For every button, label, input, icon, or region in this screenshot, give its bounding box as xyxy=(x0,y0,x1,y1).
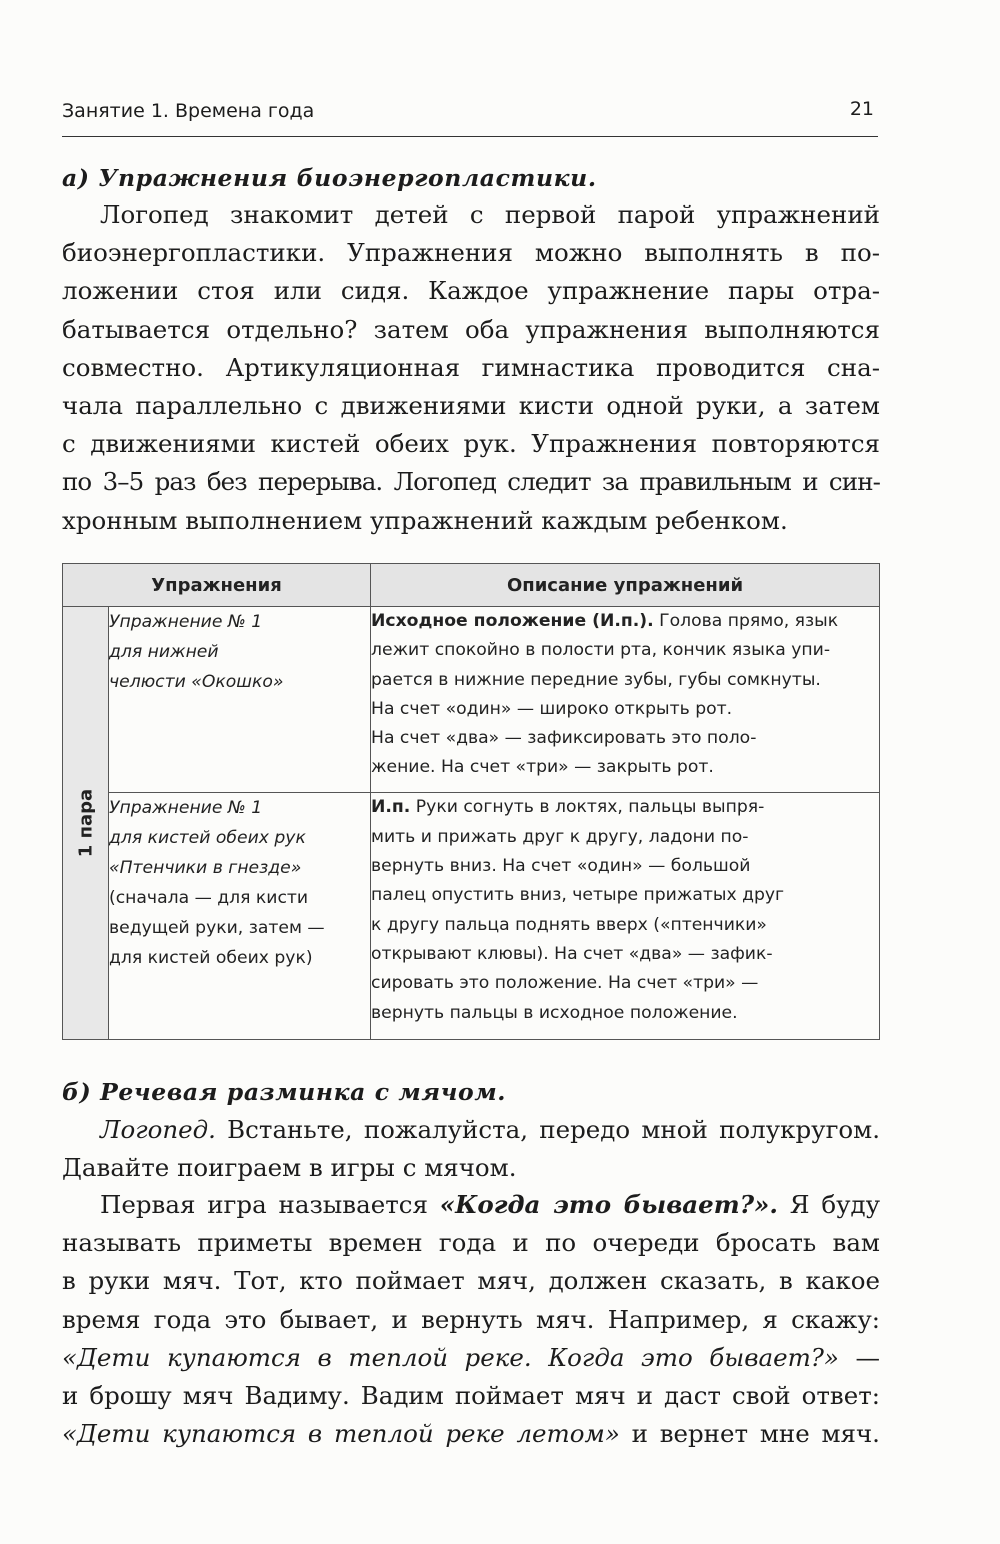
paragraph-line: время года это бывает, и вернуть мяч. Например, я скажу: xyxy=(62,1304,880,1334)
paragraph-text: — xyxy=(838,1342,880,1372)
exercise-note-line: ведущей руки, затем — xyxy=(109,918,325,939)
game-title: «Когда это бывает?». xyxy=(439,1190,778,1219)
exercise-name-cell xyxy=(109,793,371,1040)
description-line: к другу пальца поднять вверх («птенчики» xyxy=(371,914,767,935)
description-line: мить и прижать друг к другу, ладони по- xyxy=(371,826,749,847)
paragraph-text: Встаньте, пожалуйста, передо мной полукругом. xyxy=(215,1115,880,1144)
paragraph-line: хронным выполнением упражнений каждым ребенком. xyxy=(62,505,788,535)
section-b-paragraph-1 xyxy=(62,1111,880,1187)
exercise-description-cell xyxy=(371,793,880,1040)
section-b-title: б) Речевая разминка с мячом. xyxy=(62,1078,507,1106)
description-line: сировать это положение. На счет «три» — xyxy=(371,973,759,994)
description-line: жение. На счет «три» — закрыть рот. xyxy=(371,757,714,778)
exercise-line: Упражнение № 1 xyxy=(109,612,263,632)
paragraph-text: Я буду xyxy=(777,1190,881,1219)
table-row xyxy=(63,607,880,793)
page-header xyxy=(62,98,878,137)
paragraph-line: Логопед знакомит детей с первой парой упражнений xyxy=(100,200,880,229)
exercise-note-line: для кистей обеих рук) xyxy=(109,948,313,969)
paragraph-line: ложении стоя или сидя. Каждое упражнение пары отра- xyxy=(62,276,880,306)
description-line: открывают клювы). На счет «два» — зафик- xyxy=(371,943,773,964)
section-a-paragraph xyxy=(62,196,880,540)
group-label-cell xyxy=(63,607,109,1040)
description-line: Голова прямо, язык xyxy=(653,611,839,631)
exercise-note-line: (сначала — для кисти xyxy=(109,888,309,909)
description-line: Руки согнуть в локтях, пальцы выпря- xyxy=(410,797,765,818)
description-line: вернуть вниз. На счет «один» — большой xyxy=(371,856,751,877)
exercise-name-cell xyxy=(109,607,371,793)
table-row xyxy=(63,793,880,1040)
paragraph-line: Давайте поиграем в игры с мячом. xyxy=(62,1153,517,1183)
paragraph-line: и брошу мяч Вадиму. Вадим поймает мяч и даст свой ответ: xyxy=(62,1381,880,1411)
description-line: рается в нижние передние зубы, губы сомкнуты. xyxy=(371,669,821,690)
paragraph-line: с движениями кистей обеих рук. Упражнения повторяются xyxy=(62,429,880,459)
paragraph-line: называть приметы времен года и по очереди бросать вам xyxy=(62,1228,880,1258)
paragraph-line: совместно. Артикуляционная гимнастика проводится сна- xyxy=(62,352,880,382)
paragraph-line: батывается отдельно? затем оба упражнения выполняются xyxy=(62,314,880,344)
exercise-line: для кистей обеих рук xyxy=(109,828,306,849)
description-bold-label: И.п. xyxy=(371,797,411,818)
description-line: вернуть пальцы в исходное положение. xyxy=(371,1002,738,1023)
group-label: 1 пара xyxy=(75,788,96,858)
paragraph-line: биоэнергопластики. Упражнения можно выполнять в по- xyxy=(62,238,880,268)
exercise-description-cell xyxy=(371,607,880,793)
page-number: 21 xyxy=(849,98,874,120)
running-title: Занятие 1. Времена года xyxy=(62,100,315,122)
exercise-line: «Птенчики в гнезде» xyxy=(109,858,302,879)
description-line: На счет «один» — широко открыть рот. xyxy=(371,698,733,719)
table-header-row xyxy=(63,564,880,607)
section-b-paragraph-2 xyxy=(62,1186,880,1453)
quote-text: «Дети купаются в теплой реке. Когда это бывает?» xyxy=(62,1342,839,1372)
paragraph-line: по 3–5 раз без перерыва. Логопед следит за правильным и син- xyxy=(62,467,880,497)
description-line: На счет «два» — зафиксировать это поло- xyxy=(371,728,757,749)
description-bold-label: Исходное положение (И.п.). xyxy=(371,611,654,631)
exercise-table xyxy=(62,563,880,1040)
paragraph-line: чала параллельно с движениями кисти одной руки, а затем xyxy=(62,391,880,421)
exercise-line: Упражнение № 1 xyxy=(109,798,263,819)
exercise-line: для нижней xyxy=(109,642,219,662)
column-header-exercises: Упражнения xyxy=(63,564,371,607)
description-line: палец опустить вниз, четыре прижатых друг xyxy=(371,885,785,906)
paragraph-text: и вернет мне мяч. xyxy=(619,1419,880,1449)
paragraph-line: в руки мяч. Тот, кто поймает мяч, должен сказать, в какое xyxy=(62,1266,880,1296)
description-line: лежит спокойно в полости рта, кончик языка упи- xyxy=(371,640,831,661)
section-a-title: а) Упражнения биоэнергопластики. xyxy=(62,164,597,192)
exercise-line: челюсти «Окошко» xyxy=(109,672,284,692)
speaker-label: Логопед. xyxy=(100,1115,216,1144)
paragraph-text: Первая игра называется xyxy=(100,1190,440,1219)
column-header-description: Описание упражнений xyxy=(371,564,880,607)
quote-text: «Дети купаются в теплой реке летом» xyxy=(62,1419,620,1449)
